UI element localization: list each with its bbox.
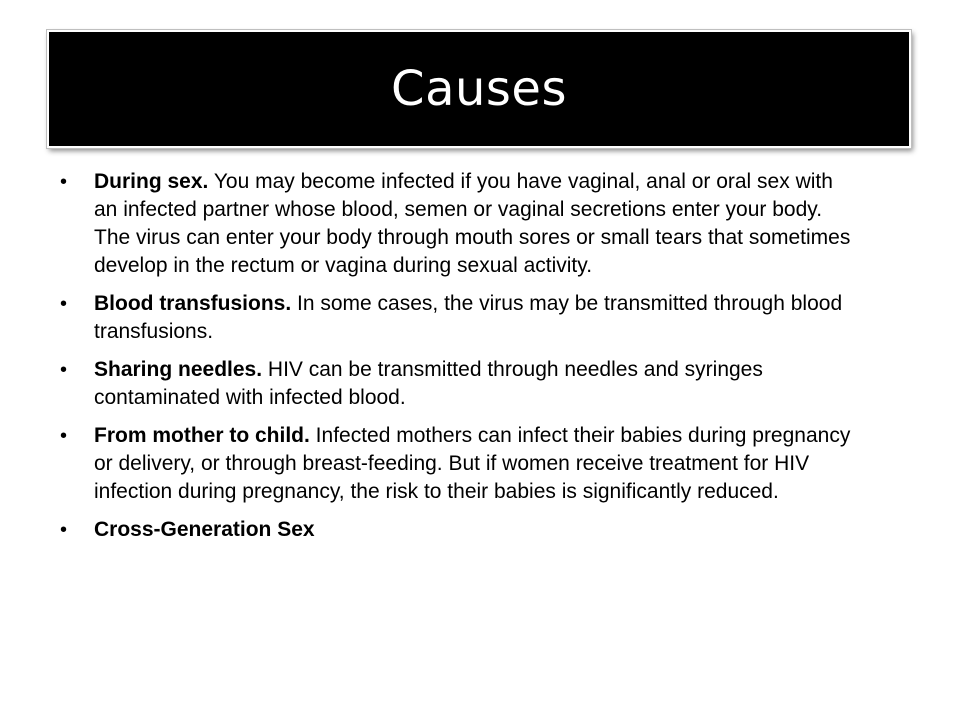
bullet-list (60, 168, 860, 554)
bullet-dot-icon: • (60, 425, 68, 447)
bullet-item-during-sex (60, 168, 860, 280)
bullet-body: You may become infected if you have vaginal, anal or oral sex with an infected partner whose blood, semen or vaginal secretions enter your body. The virus can enter your body through mouth sores or small tears that sometimes develop in the rectum or vagina during sexual activity. (94, 170, 851, 277)
bullet-item-cross-generation-sex (60, 516, 860, 544)
bullet-item-blood-transfusions (60, 290, 860, 346)
bullet-dot-icon: • (60, 171, 68, 193)
slide-title: Causes (391, 61, 567, 117)
bullet-body: Infected mothers can infect their babies during pregnancy or delivery, or through breast-feeding. But if women receive treatment for HIV infection during pregnancy, the risk to their babies is significantly reduced. (94, 424, 851, 503)
bullet-dot-icon: • (60, 293, 68, 315)
bullet-lead: From mother to child. (94, 424, 310, 447)
bullet-body: In some cases, the virus may be transmitted through blood transfusions. (94, 292, 843, 343)
bullet-item-mother-to-child (60, 422, 860, 506)
bullet-lead: During sex. (94, 170, 209, 193)
bullet-body: HIV can be transmitted through needles and syringes contaminated with infected blood. (94, 358, 763, 409)
bullet-lead: Cross-Generation Sex (94, 518, 315, 541)
bullet-item-sharing-needles (60, 356, 860, 412)
bullet-lead: Blood transfusions. (94, 292, 292, 315)
slide-title-banner (47, 30, 911, 148)
bullet-dot-icon: • (60, 359, 68, 381)
bullet-dot-icon: • (60, 519, 68, 541)
bullet-lead: Sharing needles. (94, 358, 263, 381)
